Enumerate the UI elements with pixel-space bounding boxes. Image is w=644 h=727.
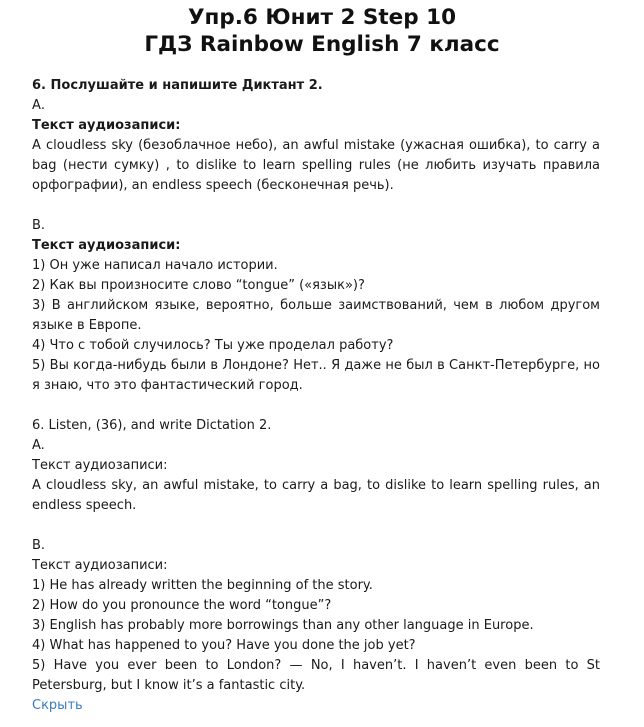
list-item-en-3: 3) English has probably more borrowings than any other language in Europe. <box>32 618 534 633</box>
part-b-label-en: B. <box>32 538 46 553</box>
list-item-ru-3: 3) В английском языке, вероятно, больше заимствований, чем в любом другом языке в Европе. <box>32 298 600 333</box>
part-a-label-en: A. <box>32 438 45 453</box>
spacer <box>32 516 600 536</box>
part-a-text-en: A cloudless sky, an awful mistake, to carry a bag, to dislike to learn spelling rules, an endless speech. <box>32 478 600 513</box>
page-title: Упр.6 Юнит 2 Step 10 <box>187 5 457 30</box>
list-item-ru-1: 1) Он уже написал начало истории. <box>32 258 278 273</box>
audio-label-ru-a: Текст аудиозаписи: <box>32 118 181 133</box>
task-heading-en: 6. Listen, (36), and write Dictation 2. <box>32 418 272 433</box>
exercise-content <box>32 76 600 716</box>
list-item-ru-4: 4) Что с тобой случилось? Ты уже проделал работу? <box>32 338 394 353</box>
page-header <box>0 0 644 58</box>
list-item-en-1: 1) He has already written the beginning of the story. <box>32 578 373 593</box>
page-subtitle: ГДЗ Rainbow English 7 класс <box>144 32 500 57</box>
spacer <box>32 396 600 416</box>
part-a-text-ru: A cloudless sky (безоблачное небо), an awful mistake (ужасная ошибка), to carry a bag (нести сумку) , to dislike to learn spelling rules (не любить изучать правила орфографии), an endless speech (бесконечная речь). <box>32 138 600 193</box>
part-a-label-ru: А. <box>32 98 46 113</box>
audio-label-ru-b: Текст аудиозаписи: <box>32 238 181 253</box>
part-b-label-ru: В. <box>32 218 46 233</box>
spacer <box>32 196 600 216</box>
audio-label-en-a: Текст аудиозаписи: <box>32 458 168 473</box>
list-item-en-2: 2) How do you pronounce the word “tongue”? <box>32 598 332 613</box>
task-heading-ru: 6. Послушайте и напишите Диктант 2. <box>32 78 323 93</box>
list-item-ru-2: 2) Как вы произносите слово “tongue” («язык»)? <box>32 278 365 293</box>
hide-link[interactable]: Скрыть <box>32 698 83 713</box>
list-item-en-4: 4) What has happened to you? Have you done the job yet? <box>32 638 416 653</box>
list-item-ru-5: 5) Вы когда-нибудь были в Лондоне? Нет.. Я даже не был в Санкт-Петербурге, но я знаю, что это фантастический город. <box>32 358 600 393</box>
audio-label-en-b: Текст аудиозаписи: <box>32 558 168 573</box>
list-item-en-5: 5) Have you ever been to London? — No, I haven’t. I haven’t even been to St Petersburg, but I know it’s a fantastic city. <box>32 658 600 693</box>
